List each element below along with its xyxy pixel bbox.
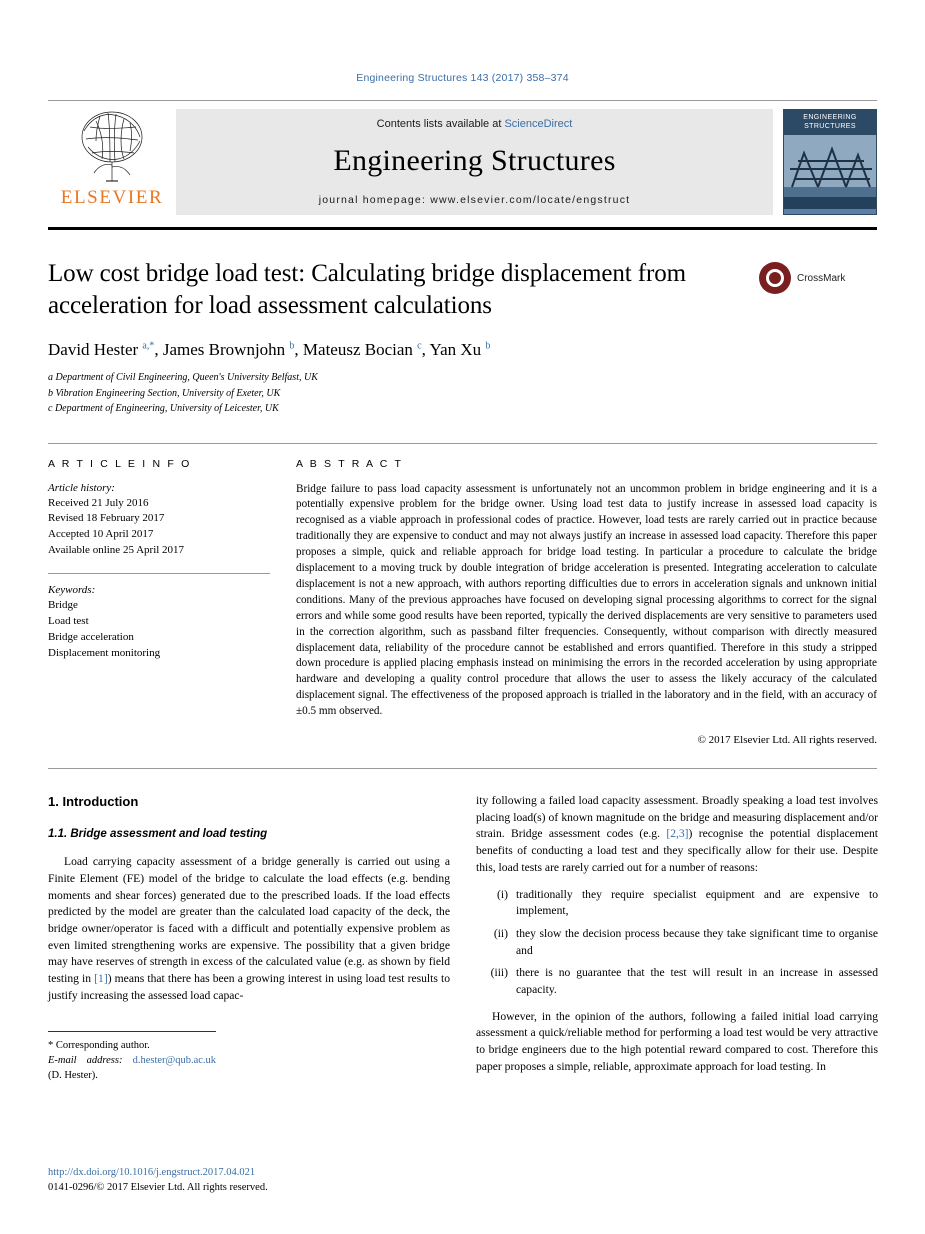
cover-image <box>784 135 876 209</box>
crossmark-badge[interactable] <box>759 262 877 294</box>
list-item-text: there is no guarantee that the test will result in an increase in assessed capacity. <box>516 966 878 996</box>
info-divider <box>48 573 270 574</box>
list-marker: (i) <box>497 887 508 901</box>
cover-title: ENGINEERING STRUCTURES <box>784 110 876 135</box>
doi-link[interactable]: http://dx.doi.org/10.1016/j.engstruct.2017.04.021 <box>48 1166 256 1178</box>
subsection-heading: 1.1. Bridge assessment and load testing <box>48 827 268 840</box>
email-link[interactable]: d.hester@qub.ac.uk <box>132 1054 217 1066</box>
keyword-item: Bridge acceleration <box>48 631 134 644</box>
crossmark-label: CrossMark <box>797 272 846 284</box>
corresponding-author-note: * Corresponding author. <box>48 1039 150 1051</box>
history-item: Available online 25 April 2017 <box>48 544 185 557</box>
citation-link[interactable]: [2,3] <box>666 827 689 841</box>
section-heading: 1. Introduction <box>48 794 139 810</box>
affiliation-item: b Vibration Engineering Section, University of Exeter, UK <box>48 387 281 399</box>
article-info-column <box>48 458 270 747</box>
elsevier-wordmark: ELSEVIER <box>60 187 164 208</box>
title-block <box>48 258 877 417</box>
paper-title: Low cost bridge load test: Calculating bridge displacement from acceleration for load assessment calculations <box>48 260 686 319</box>
article-info-heading: A R T I C L E I N F O <box>48 457 192 470</box>
abstract-column <box>296 458 877 747</box>
email-note <box>48 1053 216 1083</box>
citation-link[interactable]: [1] <box>94 972 108 986</box>
keyword-item: Bridge <box>48 599 78 612</box>
paragraph: ity following a failed load capacity assessment. Broadly speaking a load test involves placing load(s) of known magnitude on the bridge and measuring displacement and/or strain. Bridge assessment codes (e.g. [2,3]) recognise the potential displacement benefits of conducting a load test and they specifically allow for their use. Despite this, load tests are rarely carried out for a number of reasons: <box>476 794 878 874</box>
journal-reference: Engineering Structures 143 (2017) 358–374 <box>356 72 569 84</box>
paragraph: Load carrying capacity assessment of a bridge generally is carried out using a Finite Element (FE) model of the bridge to calculate the load effects (e.g. bending moments and shear forces) generated due to the prescribed loads. If the load effects predicted by the model are greater than the calculated load capacity of the deck, the bridge owner/operator is faced with a difficult and potentially expensive problem as even limited strengthening works are expensive. The possibility that a given bridge may have reserves of strength in excess of the calculated value (e.g. as shown by field testing in [1]) means that there has been a growing interest in using load test results to justify increasing the assessed load capac- <box>48 855 450 1002</box>
abstract-text: Bridge failure to pass load capacity assessment is unfortunately not an uncommon problem in bridge engineering and it is a potentially expensive problem for the bridge owner. Using load test data to justify increase in assessed load capacity is recognised as a viable approach in professional codes of practice. However, load tests are rarely carried out in practice because traditionally they are expensive to conduct and may not always justify an increase in assessed load capacity. Therefore this paper proposes a simple, quick and reliable approach for bridge load testing. In particular a procedure to calculate the bridge displacement to a moving truck by double integration of bridge acceleration is presented. Integrating acceleration to calculate displacement is not a new approach, with authors reporting difficulties due to errors in acceleration signals and unknown initial conditions. Many of the previous approaches have focused on developing signal processing algorithms to correct for the signal errors and while some good results have been reported, typically the derived displacements are very sensitive to parameters used in the correction algorithm, such as passband filter frequencies. Consequently, without comparison with directly measured displacement data, reliability of the procedure cannot be established and errors quantified. Therefore in this study a stripped down procedure is applied placing emphasis instead on minimising the errors in the recorded acceleration by using appropriate hardware and developing a quality control procedure that allows the user to assess the likely accuracy of the calculated displacement signal. The effectiveness of the proposed approach is trialled in the laboratory and in the field, with an accuracy of ±0.5 mm observed. <box>296 482 877 718</box>
journal-homepage[interactable]: journal homepage: www.elsevier.com/locate/engstruct <box>318 194 631 206</box>
history-item: Revised 18 February 2017 <box>48 512 165 525</box>
reasons-list <box>476 887 878 999</box>
body-column-left <box>48 793 450 1085</box>
body-column-right <box>476 793 878 1085</box>
list-item <box>497 887 878 920</box>
list-item <box>493 926 878 959</box>
keywords-title: Keywords: <box>48 584 96 597</box>
info-and-abstract <box>48 443 877 747</box>
journal-masthead <box>48 100 877 230</box>
body-columns <box>48 793 877 1085</box>
elsevier-logo <box>48 101 176 223</box>
footnote-block <box>48 1031 216 1084</box>
contents-available-line <box>377 118 573 130</box>
keyword-item: Displacement monitoring <box>48 647 161 660</box>
section-divider <box>48 768 877 769</box>
list-marker: (iii) <box>490 966 508 980</box>
list-marker: (ii) <box>493 926 508 940</box>
journal-banner <box>176 109 773 215</box>
list-item <box>490 965 878 998</box>
author-list: David Hester $^{a,*}$, James Brownjohn $^b$, Mateusz Bocian $^c$, Yan Xu $^b$ <box>48 340 491 359</box>
elsevier-tree-icon <box>70 107 154 185</box>
journal-cover-thumbnail <box>783 109 877 215</box>
journal-title: Engineering Structures <box>333 144 616 177</box>
affiliation-item: a Department of Civil Engineering, Queen's University Belfast, UK <box>48 372 318 383</box>
contents-prefix: Contents lists available at <box>376 118 502 130</box>
email-label: E-mail address: <box>48 1054 123 1066</box>
abstract-copyright: © 2017 Elsevier Ltd. All rights reserved. <box>697 734 877 747</box>
history-item: Accepted 10 April 2017 <box>48 528 154 541</box>
page-footer <box>48 1165 450 1197</box>
history-item: Received 21 July 2016 <box>48 496 149 509</box>
list-item-text: traditionally they require specialist equipment and are expensive to implement, <box>516 887 878 918</box>
sciencedirect-link[interactable]: ScienceDirect <box>504 118 573 130</box>
keyword-item: Load test <box>48 615 89 628</box>
abstract-heading: A B S T R A C T <box>296 457 404 470</box>
issn-copyright: 0141-0296/© 2017 Elsevier Ltd. All rights reserved. <box>48 1182 268 1194</box>
email-suffix: (D. Hester). <box>48 1069 98 1081</box>
affiliation-item: c Department of Engineering, University of Leicester, UK <box>48 403 279 414</box>
affiliation-list <box>48 370 877 417</box>
crossmark-icon <box>759 262 791 294</box>
article-history-title: Article history: <box>48 481 115 494</box>
paragraph: However, in the opinion of the authors, following a failed initial load carrying assessment a quick/reliable method for performing a load test would be very attractive to bridge engineers due to the high potential reward compared to cost. Therefore this paper proposes a simple, reliable, approximate approach for load testing. In <box>476 1009 878 1073</box>
list-item-text: they slow the decision process because they take significant time to organise and <box>516 926 878 957</box>
